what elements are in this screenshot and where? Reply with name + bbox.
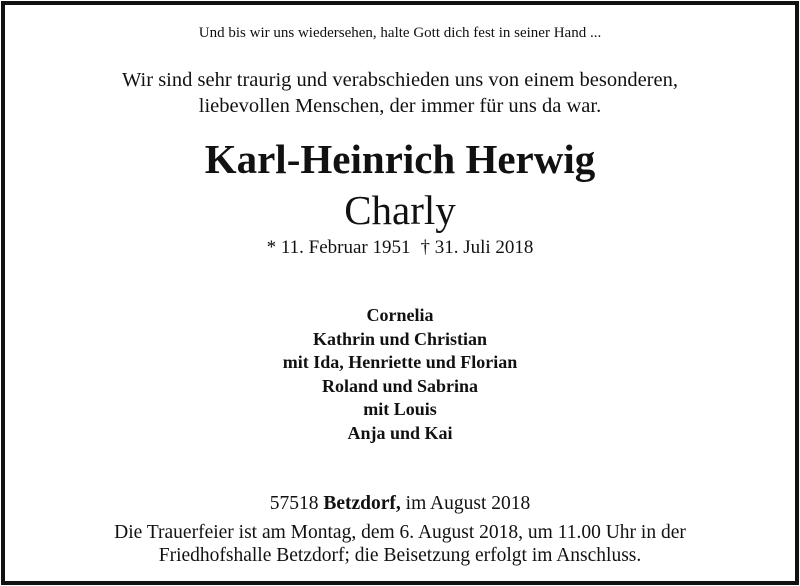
- intro-line: Wir sind sehr traurig und verabschieden uns von einem besonderen,: [122, 69, 678, 91]
- intro-line: liebevollen Menschen, der immer für uns da war.: [198, 95, 602, 117]
- mourner-line: mit Ida, Henriette und Florian: [282, 352, 518, 372]
- service-info: [5, 521, 795, 567]
- mourner-line: Cornelia: [366, 305, 434, 325]
- place-date-line: [5, 493, 795, 515]
- postal-code: 57518: [269, 493, 319, 514]
- mourner-line: Roland und Sabrina: [321, 375, 479, 396]
- service-line: Friedhofshalle Betzdorf; die Beisetzung erfolgt im Anschluss.: [158, 545, 642, 566]
- town-name: Betzdorf,: [323, 493, 401, 514]
- deceased-name: Karl-Heinrich Herwig: [204, 136, 596, 182]
- mourner-line: Kathrin und Christian: [312, 328, 488, 349]
- intro-text: [5, 67, 795, 119]
- motto-line: Und bis wir uns wiedersehen, halte Gott dich fest in seiner Hand ...: [198, 25, 602, 41]
- deceased-nickname: Charly: [344, 187, 456, 233]
- life-dates: [5, 237, 795, 259]
- birth-date: * 11. Februar 1951: [266, 237, 411, 258]
- mourner-line: mit Louis: [363, 399, 437, 419]
- obituary-notice: [1, 1, 799, 585]
- mourners-list: [5, 304, 795, 445]
- mourner-line: Anja und Kai: [347, 422, 453, 443]
- death-date: † 31. Juli 2018: [420, 237, 534, 258]
- service-line: Die Trauerfeier ist am Montag, dem 6. August 2018, um 11.00 Uhr in der: [114, 522, 686, 543]
- date-text: im August 2018: [405, 493, 531, 514]
